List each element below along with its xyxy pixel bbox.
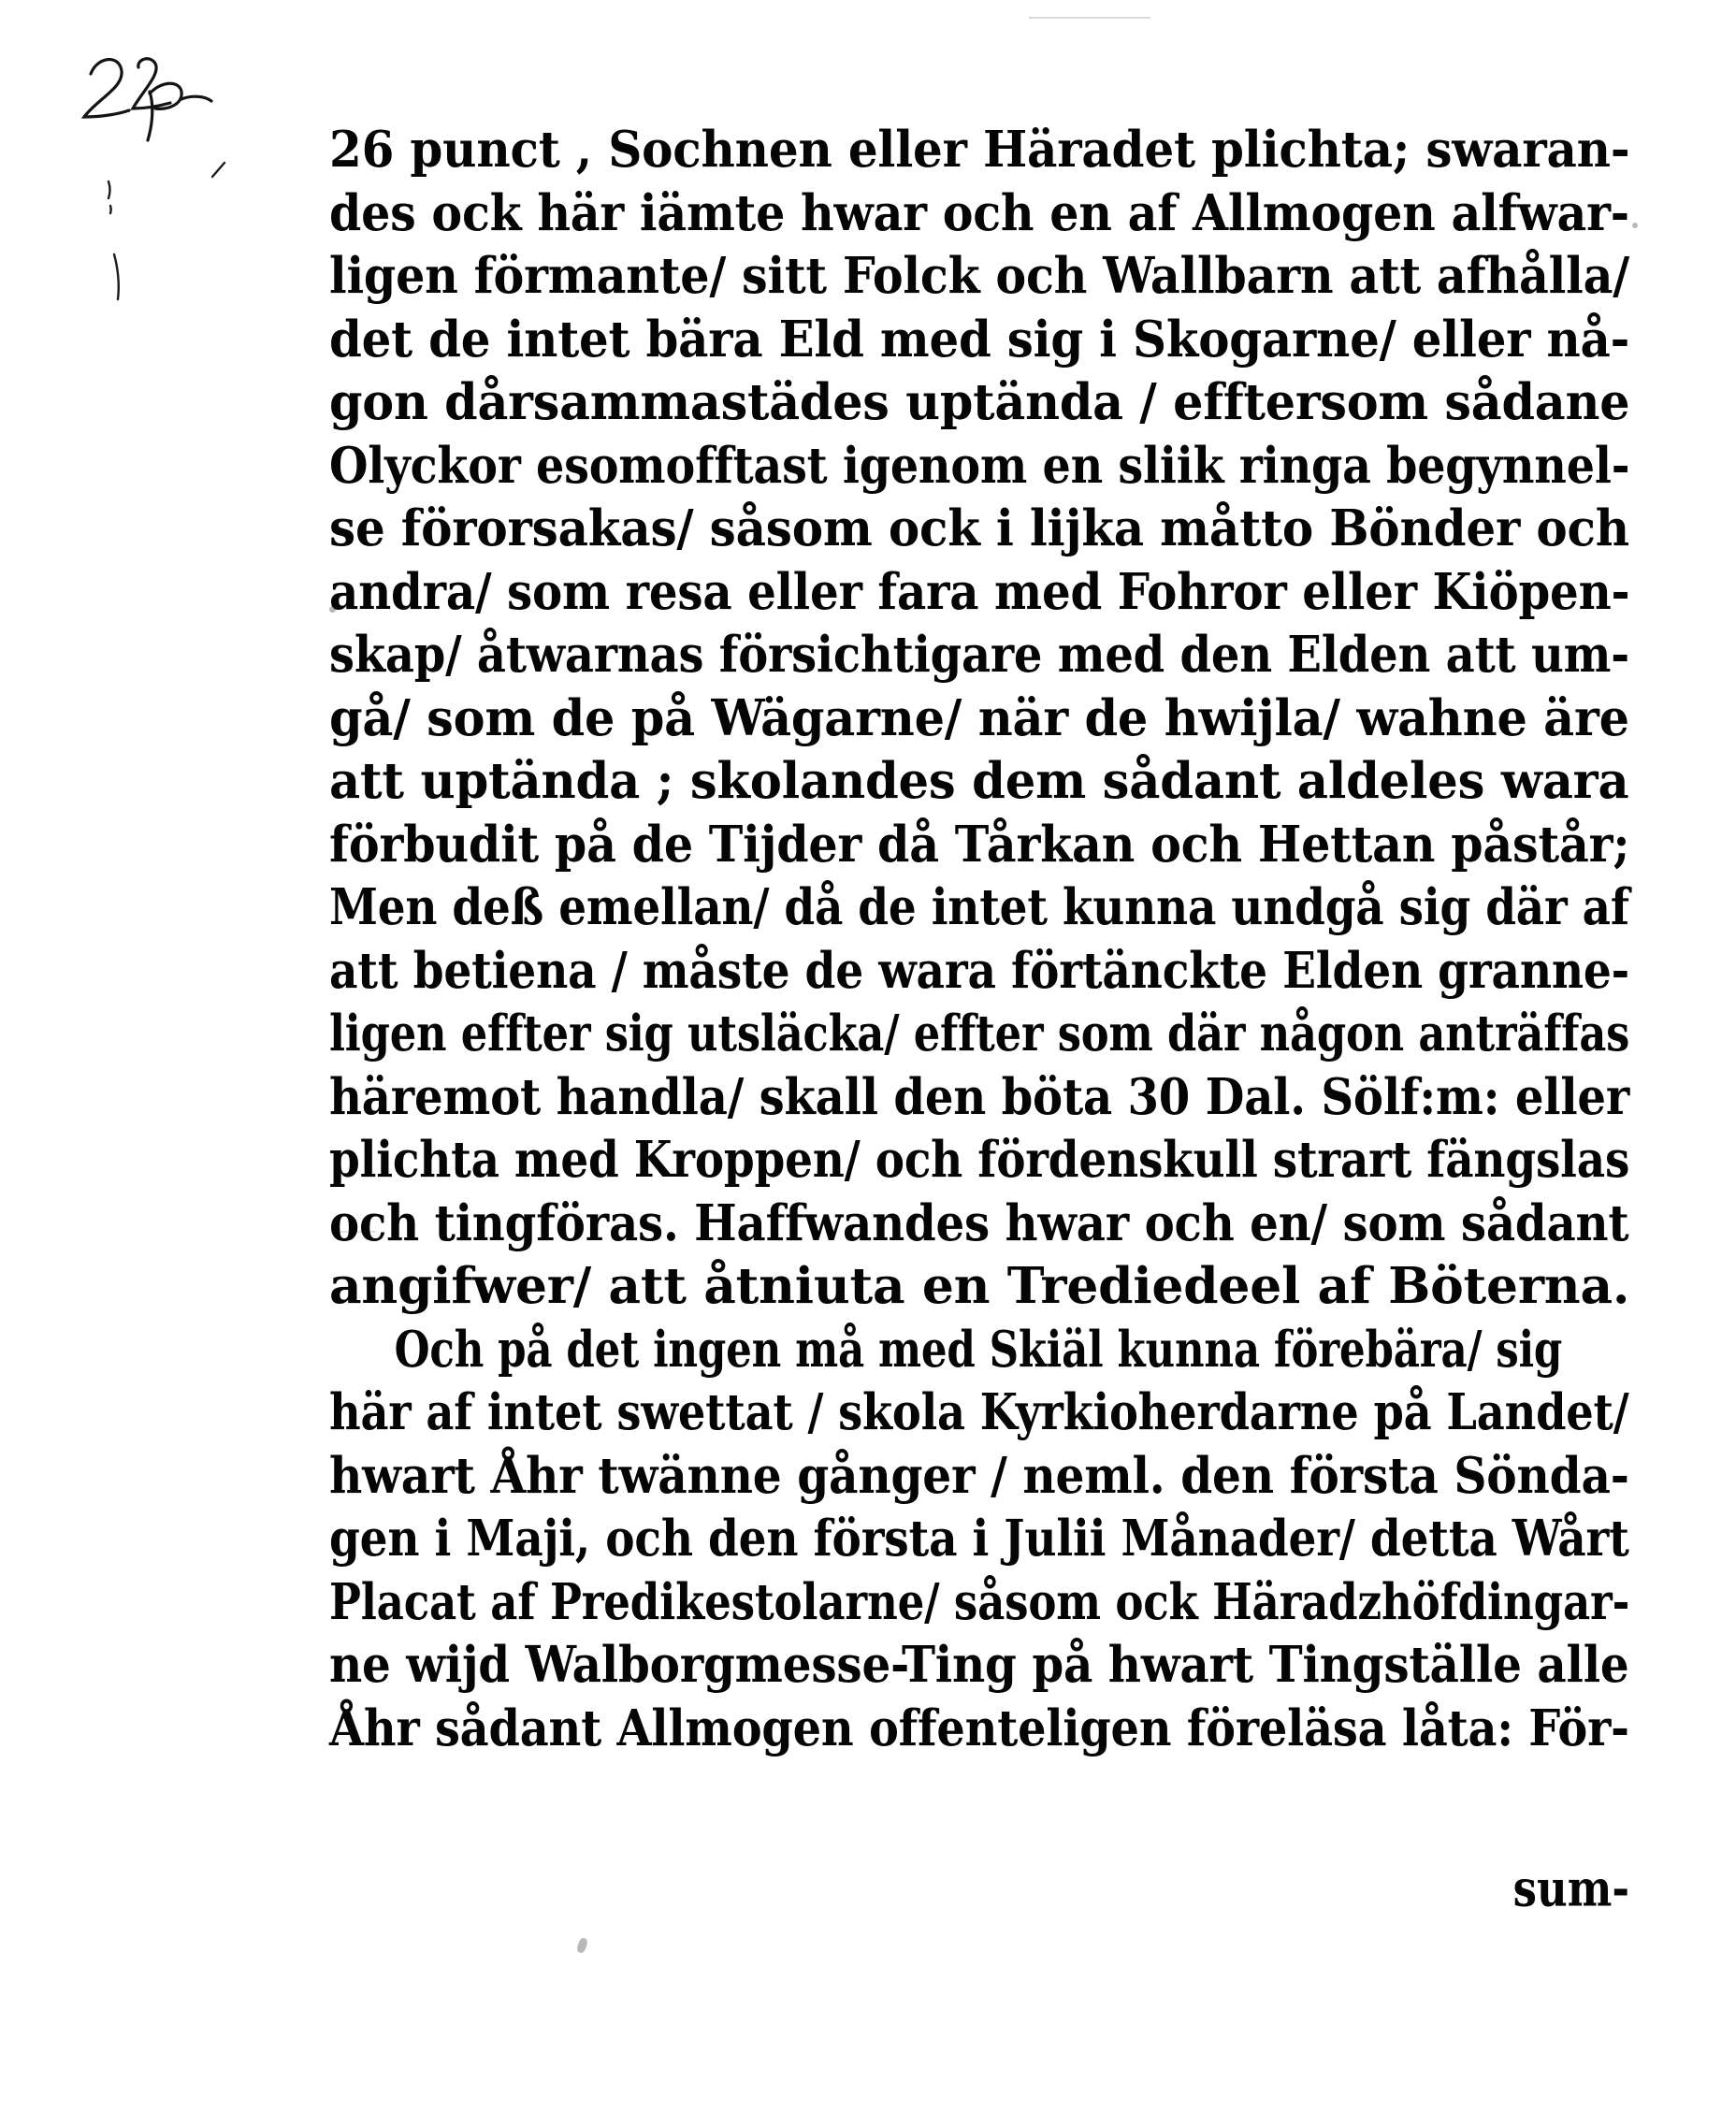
text-line: ne wijd Walborgmesse-Ting på hwart Tingställe alle	[329, 1635, 1629, 1694]
text-line: och tingföras. Haffwandes hwar och en/ som sådant	[329, 1193, 1629, 1252]
text-line: förbudit på de Tijder då Tårkan och Hettan påstår;	[329, 814, 1630, 874]
text-line: att uptända ; skolandes dem sådant aldeles wara	[329, 751, 1629, 810]
text-line: häremot handla/ skall den böta 30 Dal. Sölf:m: eller	[329, 1066, 1629, 1126]
text-line: gon dårsammastädes uptända / efftersom sådane	[329, 372, 1630, 431]
text-line: Men deß emellan/ då de intet kunna undgå sig där af	[329, 877, 1629, 936]
scan-hairline	[1029, 17, 1150, 19]
text-line: gen i Maji, och den första i Julii Månader/ detta Wårt	[329, 1509, 1629, 1568]
text-line: se förorsakas/ såsom ock i lijka måtto Bönder och	[329, 499, 1629, 557]
text-line: angifwer/ att åtniuta en Trediedeel af Böterna.	[329, 1256, 1630, 1315]
text-line: ligen effter sig utsläcka/ effter som där någon anträffas	[329, 1004, 1630, 1062]
text-line: att betiena / måste de wara förtänckte Elden granne-	[329, 940, 1630, 1000]
text-line: des ock här iämte hwar och en af Allmogen alfwar-	[329, 182, 1629, 242]
text-line: här af intet swettat / skola Kyrkioherdarne på Landet/	[329, 1382, 1629, 1441]
text-line: Olyckor esomofftast igenom en sliik ringa begynnel-	[329, 435, 1630, 495]
text-line: plichta med Kroppen/ och fördenskull strart fängslas	[329, 1130, 1630, 1189]
catchword: sum-	[1512, 1859, 1629, 1918]
text-line-paragraph-start: Och på det ingen må med Skiäl kunna förebära/ sig	[394, 1319, 1563, 1379]
handwritten-marginalia	[39, 22, 254, 303]
text-line: Placat af Predikestolarne/ såsom ock Häradzhöfdingar-	[329, 1571, 1630, 1631]
text-line: ligen förmante/ sitt Folck och Wallbarn att afhålla/	[329, 246, 1629, 305]
text-line: andra/ som resa eller fara med Fohror eller Kiöpen-	[329, 561, 1630, 621]
text-line: det de intet bära Eld med sig i Skogarne/ eller nå-	[329, 309, 1630, 369]
text-line: Åhr sådant Allmogen offenteligen föreläsa låta: För-	[329, 1698, 1629, 1757]
scan-speck	[576, 1937, 589, 1954]
body-text-block	[329, 112, 1630, 1757]
text-line: skap/ åtwarnas försichtigare med den Elden att um-	[329, 625, 1629, 684]
text-line: hwart Åhr twänne gånger / neml. den första Sönda-	[329, 1445, 1629, 1505]
text-line: 26 punct , Sochnen eller Häradet plichta; swaran-	[329, 120, 1630, 179]
text-line: gå/ som de på Wägarne/ när de hwijla/ wahne äre	[329, 687, 1629, 747]
